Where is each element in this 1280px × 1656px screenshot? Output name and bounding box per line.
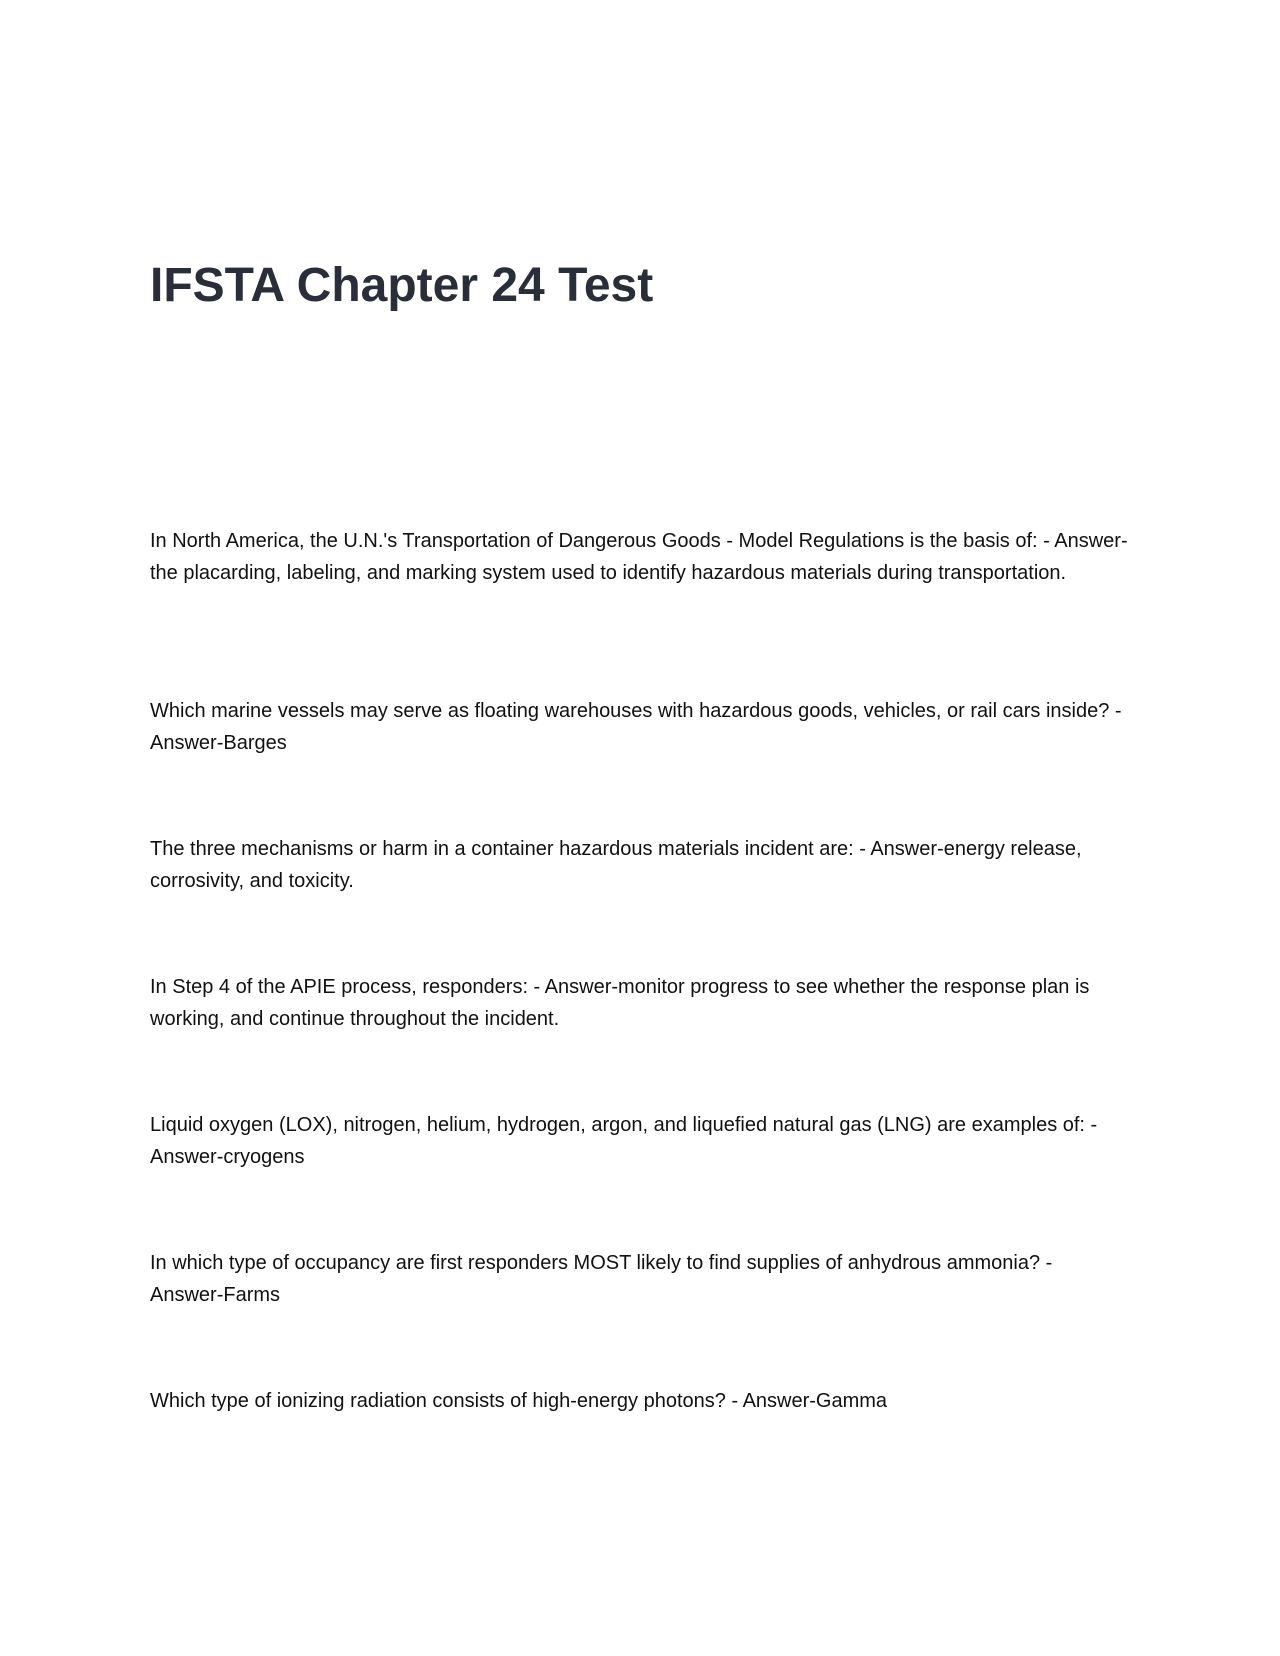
answer-text: Answer-cryogens (150, 1146, 305, 1168)
qa-entry-4 (150, 971, 1130, 1035)
qa-entry-6 (150, 1247, 1130, 1311)
answer-text: Answer-Gamma (742, 1390, 888, 1412)
qa-entry-1 (150, 525, 1130, 589)
qa-entry-5 (150, 1109, 1130, 1173)
question-text: Which marine vessels may serve as floating warehouses with hazardous goods, vehicles, or rail cars inside? - (150, 700, 1122, 722)
document-title: IFSTA Chapter 24 Test (150, 259, 654, 312)
answer-text: Answer-monitor progress to see whether the response plan is working, and continue throughout the incident. (150, 976, 1090, 1030)
qa-entry-3 (150, 833, 1130, 897)
question-text: In which type of occupancy are first responders MOST likely to find supplies of anhydrous ammonia? - (150, 1252, 1053, 1274)
qa-entry-2 (150, 695, 1130, 759)
answer-text: Answer-Farms (150, 1284, 281, 1306)
question-text: In North America, the U.N.'s Transportation of Dangerous Goods - Model Regulations is the basis of: - (150, 530, 1055, 552)
question-text: Liquid oxygen (LOX), nitrogen, helium, hydrogen, argon, and liquefied natural gas (LNG) are examples of: - (150, 1114, 1098, 1136)
answer-text: Answer-energy release, corrosivity, and toxicity. (150, 838, 1082, 892)
answer-text: Answer-Barges (150, 732, 287, 754)
question-text: Which type of ionizing radiation consists of high-energy photons? - (150, 1390, 743, 1412)
answer-text: Answer-the placarding, labeling, and marking system used to identify hazardous materials during transportation. (150, 530, 1128, 584)
question-text: In Step 4 of the APIE process, responders: - (150, 976, 545, 998)
qa-entry-7 (150, 1385, 1130, 1417)
question-text: The three mechanisms or harm in a container hazardous materials incident are: - (150, 838, 871, 860)
